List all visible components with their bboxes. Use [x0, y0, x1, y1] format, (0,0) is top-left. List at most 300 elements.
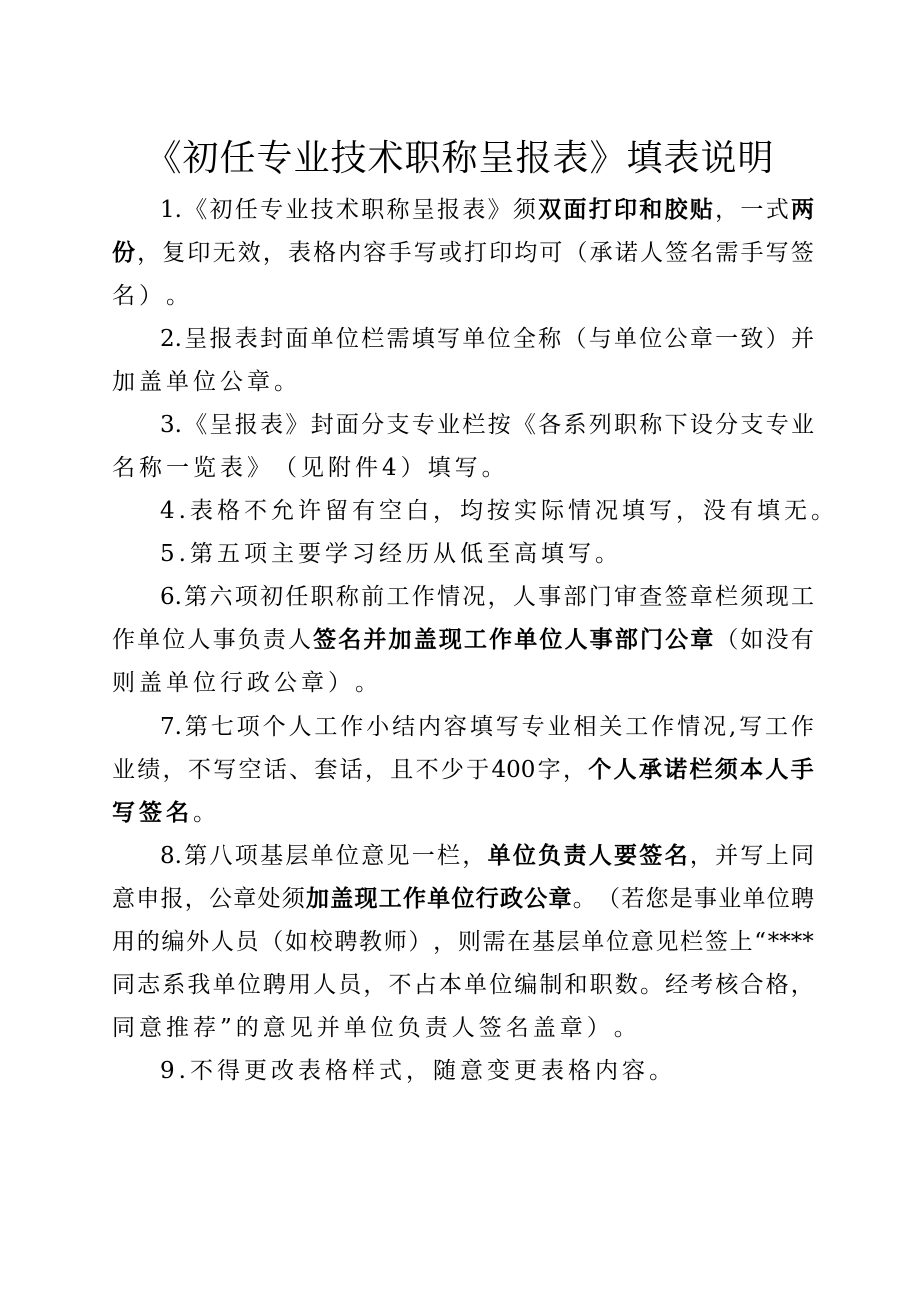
text-token: 签	[790, 240, 814, 266]
text-token: 白	[405, 498, 433, 524]
text-token: 各	[538, 412, 562, 438]
text-token: 加	[306, 885, 329, 912]
text-token: 聘	[334, 929, 358, 955]
text-token: 见	[301, 455, 328, 481]
text-token: 格	[765, 972, 789, 998]
text-token: 学	[324, 541, 352, 567]
text-token: 习	[351, 541, 379, 567]
text-token: 单	[137, 627, 161, 653]
text-token: 位	[370, 1015, 398, 1041]
text-token: ，	[562, 757, 586, 783]
text-token: 签	[704, 929, 728, 955]
text-token: 人	[451, 1015, 479, 1041]
text-token: 承	[638, 756, 662, 783]
text-token: ，	[184, 886, 208, 912]
text-token: 师	[383, 929, 407, 955]
text-token: 》	[285, 412, 309, 438]
text-token: 表	[260, 412, 284, 438]
item-8-line-1	[160, 835, 814, 877]
text-token: 位	[335, 326, 359, 352]
item-1-line-1	[160, 189, 814, 231]
text-token: 变	[486, 1058, 514, 1084]
text-token: 栏	[680, 929, 704, 955]
text-token: 责	[424, 1015, 452, 1041]
text-token: 致	[740, 326, 764, 352]
text-token: 胶	[664, 196, 688, 223]
item-4-line-1	[160, 490, 838, 532]
text-token: ，	[487, 584, 511, 610]
text-token: （	[260, 929, 284, 955]
text-token: 政	[500, 885, 523, 912]
text-token: 章	[690, 626, 714, 653]
text-token: 。	[166, 283, 193, 309]
text-token: 式	[378, 1058, 406, 1084]
text-token: 工	[386, 584, 410, 610]
text-token: 。	[639, 972, 663, 998]
text-token: 同	[790, 843, 814, 869]
text-token: 员	[235, 929, 259, 955]
text-token: ,	[728, 714, 737, 740]
text-token: 从	[432, 541, 460, 567]
text-token: 容	[621, 1058, 649, 1084]
text-token: 负	[538, 842, 562, 869]
text-token: 1.	[160, 197, 182, 223]
text-token: 诺	[664, 756, 688, 783]
item-8-line-4	[112, 964, 814, 1006]
text-token: 空	[378, 498, 406, 524]
text-token: ，	[689, 843, 713, 869]
text-token: 且	[390, 757, 414, 783]
text-token: 意	[361, 843, 385, 869]
text-token: 格	[324, 1058, 352, 1084]
text-token: 名	[690, 240, 714, 266]
text-token: 没	[702, 498, 730, 524]
text-token: 须	[281, 886, 305, 912]
text-token: 和	[639, 196, 663, 223]
text-token: 填	[469, 714, 493, 740]
text-token: 单	[427, 885, 451, 912]
item-6-line-1	[160, 576, 814, 618]
text-token: 4.	[160, 498, 190, 524]
text-token: 实	[513, 498, 541, 524]
item-8-line-3	[112, 921, 814, 963]
text-token: 印	[187, 240, 211, 266]
text-token: 系	[563, 412, 587, 438]
text-token: 分	[715, 412, 739, 438]
text-token: 专	[411, 412, 435, 438]
text-token: 上	[729, 929, 753, 955]
item-7-line-2	[112, 749, 814, 791]
item-2-line-1	[160, 318, 814, 360]
text-token: （	[274, 455, 301, 481]
text-token: 公	[665, 626, 689, 653]
text-token: 称	[386, 197, 410, 223]
text-token: ）	[586, 1015, 614, 1041]
text-token: 签	[665, 240, 689, 266]
text-token: 责	[563, 842, 587, 869]
text-token: 须	[740, 584, 764, 610]
text-token: 初	[260, 584, 284, 610]
text-token: 聘	[262, 972, 286, 998]
text-token: 查	[639, 584, 663, 610]
text-token: 作	[651, 714, 675, 740]
text-token: 位	[162, 627, 186, 653]
text-token: 上	[765, 843, 789, 869]
text-token: 单	[310, 843, 334, 869]
text-token: 位	[451, 885, 475, 912]
text-token: ，	[262, 240, 286, 266]
text-token: （	[597, 886, 620, 912]
text-token: 职	[361, 197, 385, 223]
text-token: 历	[405, 541, 433, 567]
text-token: ，	[162, 757, 186, 783]
text-token: 位	[237, 972, 261, 998]
text-token: 业	[437, 412, 461, 438]
text-token: 打	[463, 240, 487, 266]
text-token: 用	[112, 929, 135, 955]
text-token: 审	[614, 584, 638, 610]
text-token: 更	[513, 1058, 541, 1084]
text-token: 格	[216, 498, 244, 524]
item-1-line-3	[112, 275, 814, 317]
text-token: 2.	[160, 326, 182, 352]
text-token: 位	[335, 843, 359, 869]
text-token: 的	[235, 1015, 263, 1041]
text-token: 报	[234, 412, 258, 438]
text-token: 空	[238, 757, 262, 783]
text-token: 呈	[411, 197, 435, 223]
text-token: 签	[664, 584, 688, 610]
text-token: 有	[790, 627, 814, 653]
text-token: 员	[338, 972, 362, 998]
text-token: 况	[462, 584, 486, 610]
text-token: 件	[355, 455, 382, 481]
text-token: 在	[507, 929, 531, 955]
text-token: 第	[184, 714, 208, 740]
text-token: 基	[531, 929, 555, 955]
text-token: 专	[260, 197, 284, 223]
text-token: ）	[328, 670, 355, 696]
text-token: 人	[313, 972, 337, 998]
text-token: 业	[718, 886, 742, 912]
text-token: 作	[489, 626, 513, 653]
item-6-line-2	[112, 619, 814, 661]
text-token: 无	[212, 240, 236, 266]
text-token: 位	[193, 670, 220, 696]
text-token: 加	[112, 369, 139, 395]
text-token: 情	[677, 714, 701, 740]
text-token: 签	[313, 626, 337, 653]
text-token: 一	[740, 197, 764, 223]
text-token: 项	[234, 584, 258, 610]
text-token: 任	[234, 197, 258, 223]
text-token: 工	[625, 714, 649, 740]
text-token: 随	[432, 1058, 460, 1084]
text-token: 况	[702, 714, 726, 740]
text-token: 人	[588, 842, 612, 869]
text-token: 容	[443, 714, 467, 740]
text-token: ）	[400, 455, 428, 481]
text-token: 事	[589, 626, 613, 653]
text-token: 览	[193, 455, 220, 481]
text-token: 写	[495, 714, 519, 740]
text-token: 专	[765, 412, 789, 438]
text-token: 称	[335, 584, 359, 610]
text-token: 需	[386, 326, 410, 352]
text-token: 单	[581, 929, 605, 955]
text-token: 项	[236, 714, 260, 740]
item-8-line-5	[112, 1007, 814, 1049]
text-token: 签	[478, 1015, 506, 1041]
text-token: 公	[664, 326, 688, 352]
text-token: 如	[284, 929, 308, 955]
text-token: 的	[136, 929, 160, 955]
text-token: 位	[639, 326, 663, 352]
text-token: 关	[599, 714, 623, 740]
text-token: 下	[664, 412, 688, 438]
text-token: 容	[363, 240, 387, 266]
text-token: 并	[363, 626, 387, 653]
text-token: 行	[220, 670, 247, 696]
text-token: 并	[790, 326, 814, 352]
item-8-line-2	[112, 878, 814, 920]
text-token: 写	[213, 757, 237, 783]
text-token: 个	[262, 714, 286, 740]
text-token: 公	[209, 886, 232, 912]
text-token: 表	[287, 240, 311, 266]
text-token: 栏	[715, 584, 739, 610]
text-token: 盖	[532, 1015, 560, 1041]
text-token: 附	[328, 455, 355, 481]
text-token: 志	[137, 972, 161, 998]
text-token: 同	[112, 972, 135, 998]
text-token: 小	[366, 714, 390, 740]
text-token: 与	[588, 326, 612, 352]
text-token: 手	[388, 240, 412, 266]
item-3-line-2	[112, 447, 814, 489]
text-token: 写	[740, 843, 764, 869]
text-token: 写	[567, 541, 595, 567]
text-token: 封	[310, 412, 334, 438]
text-token: 内	[338, 240, 362, 266]
text-token: 见	[289, 1015, 317, 1041]
text-token: 盖	[139, 670, 166, 696]
text-token: 单	[166, 670, 193, 696]
item-1-line-2	[112, 232, 814, 274]
text-token: 编	[161, 929, 185, 955]
text-token: 于	[466, 757, 490, 783]
text-token: 一	[715, 326, 739, 352]
text-token: 填	[756, 498, 784, 524]
text-token: 现	[438, 626, 462, 653]
text-token: 七	[210, 714, 234, 740]
text-token: 支	[386, 412, 410, 438]
text-token: 层	[556, 929, 580, 955]
text-token: 有	[729, 498, 757, 524]
text-token: 均	[514, 240, 538, 266]
text-token: 名	[166, 799, 193, 826]
text-token: 盖	[330, 885, 354, 912]
text-token: 表	[297, 1058, 325, 1084]
text-token: 核	[715, 972, 739, 998]
text-token: 事	[538, 584, 562, 610]
text-token: （	[564, 240, 588, 266]
text-token: 六	[209, 584, 233, 610]
text-token: 人	[287, 627, 311, 653]
text-token: 则	[457, 929, 481, 955]
text-token: 若	[621, 886, 645, 912]
text-token: 位	[489, 972, 513, 998]
text-token: 主	[270, 541, 298, 567]
text-token: 全	[512, 326, 536, 352]
text-token: 。	[572, 886, 596, 912]
text-token: 按	[487, 412, 511, 438]
text-token: 样	[351, 1058, 379, 1084]
text-token: 名	[664, 842, 688, 869]
text-token: 签	[139, 799, 166, 826]
text-token: 设	[689, 412, 713, 438]
text-token: 名	[338, 626, 362, 653]
text-token: 写	[454, 455, 482, 481]
text-token: 意	[459, 1058, 487, 1084]
text-token: 须	[714, 756, 738, 783]
text-token: 作	[411, 584, 435, 610]
text-token: 高	[513, 541, 541, 567]
text-token: 项	[243, 541, 271, 567]
text-token: 不	[388, 972, 412, 998]
text-token: 。	[355, 670, 382, 696]
text-token: 内	[594, 1058, 622, 1084]
text-token: 改	[270, 1058, 298, 1084]
text-token: 诺	[614, 240, 638, 266]
text-token: 报	[209, 326, 233, 352]
text-token: 报	[437, 197, 461, 223]
text-token: 聘	[791, 886, 814, 912]
text-token: 单	[463, 972, 487, 998]
text-token: 表	[189, 498, 217, 524]
text-token: 6.	[160, 584, 182, 610]
text-token: 职	[589, 972, 613, 998]
item-3-line-1	[160, 404, 814, 446]
item-2-line-2	[112, 361, 814, 403]
text-token: 技	[310, 197, 334, 223]
text-token: 填	[411, 326, 435, 352]
text-token: 8.	[160, 843, 182, 869]
text-token: 并	[316, 1015, 344, 1041]
text-token: 公	[220, 369, 247, 395]
text-token: 手	[740, 240, 764, 266]
text-token: ，	[433, 929, 457, 955]
text-token: 表	[234, 326, 258, 352]
text-token: 章	[689, 584, 713, 610]
text-token: 作	[403, 885, 426, 912]
text-token: 业	[285, 197, 309, 223]
text-token: 本	[740, 756, 764, 783]
text-token: 部	[563, 584, 587, 610]
text-token: 格	[567, 1058, 595, 1084]
text-token: 第	[184, 584, 208, 610]
text-token: 人	[187, 627, 211, 653]
item-7-line-3	[112, 792, 814, 834]
text-token: 工	[765, 714, 789, 740]
text-token: 更	[243, 1058, 271, 1084]
text-token: 。	[810, 498, 838, 524]
text-token: 况	[594, 498, 622, 524]
text-token: 呈	[184, 326, 208, 352]
text-token: 数	[614, 972, 638, 998]
text-token: 》	[487, 197, 511, 223]
text-token: 面	[335, 412, 359, 438]
text-token: 工	[378, 885, 402, 912]
text-token: 人	[613, 756, 637, 783]
text-token: 行	[475, 885, 499, 912]
text-token: 章	[559, 1015, 587, 1041]
text-token: 位	[487, 326, 511, 352]
text-token: 人	[639, 240, 663, 266]
text-token: 业	[547, 714, 571, 740]
text-token: 封	[260, 326, 284, 352]
text-token: 不	[187, 757, 211, 783]
text-token: 低	[459, 541, 487, 567]
text-token: 项	[234, 843, 258, 869]
text-token: 现	[765, 584, 789, 610]
text-token: ****	[767, 929, 814, 955]
text-token: 荐	[193, 1015, 220, 1041]
text-token: 效	[237, 240, 261, 266]
text-token: 加	[388, 626, 412, 653]
text-token: 基	[260, 843, 284, 869]
text-token: 均	[459, 498, 487, 524]
text-token: 名	[505, 1015, 533, 1041]
text-token: 制	[539, 972, 563, 998]
text-token: 位	[193, 369, 220, 395]
text-token: 人	[512, 584, 536, 610]
text-token: 事	[212, 627, 236, 653]
text-token: 负	[397, 1015, 425, 1041]
text-token: 名	[112, 283, 139, 309]
text-token: 须	[512, 197, 536, 223]
text-token: 见	[655, 929, 679, 955]
text-token: 盖	[413, 626, 437, 653]
text-token: 栏	[437, 843, 461, 869]
text-token: 要	[297, 541, 325, 567]
text-token: 职	[614, 412, 638, 438]
text-token: 不	[243, 498, 271, 524]
text-token: 第	[189, 541, 217, 567]
text-token: 初	[209, 197, 233, 223]
text-token: 表	[220, 455, 247, 481]
text-token: 单	[343, 1015, 371, 1041]
text-token: 。	[481, 455, 509, 481]
text-token: 意	[139, 1015, 166, 1041]
text-token: 得	[216, 1058, 244, 1084]
text-token: 4	[382, 455, 401, 481]
text-token: 我	[187, 972, 211, 998]
text-token: 面	[563, 196, 587, 223]
text-token: ）	[765, 326, 789, 352]
text-token: 门	[639, 626, 663, 653]
text-token: 写	[437, 326, 461, 352]
item-6-line-3	[112, 662, 814, 704]
text-token: 手	[790, 756, 814, 783]
text-token: 至	[486, 541, 514, 567]
text-token: “	[754, 929, 767, 955]
text-token: 允	[270, 498, 298, 524]
text-token: 意	[262, 1015, 290, 1041]
text-token: 单	[514, 626, 538, 653]
text-token: 《	[184, 412, 208, 438]
text-token: 人	[288, 714, 312, 740]
